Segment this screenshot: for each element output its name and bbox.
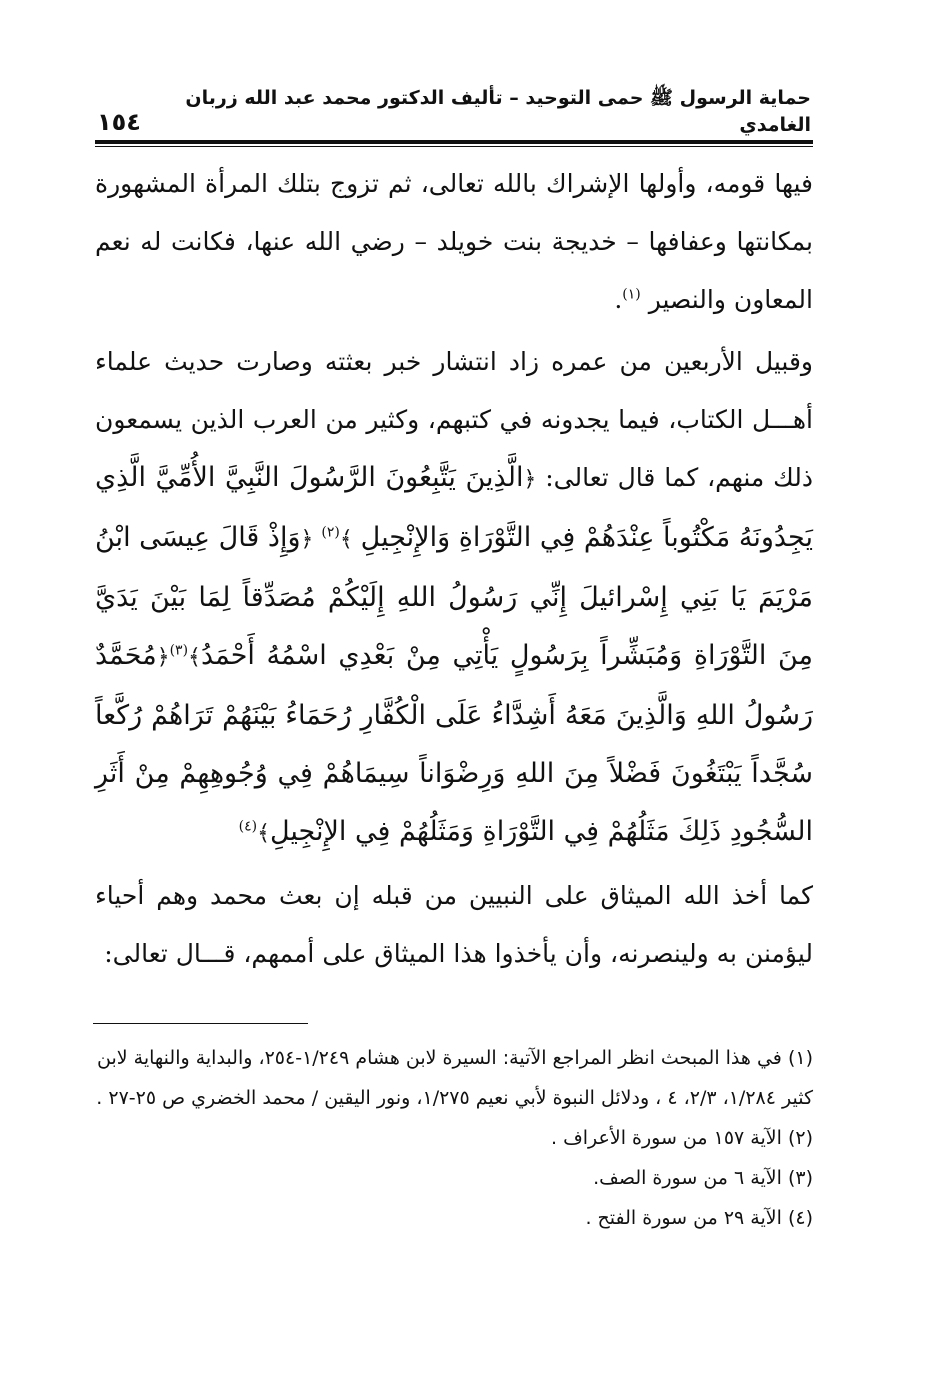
footnote-ref: (٤) [238,818,258,835]
quran-close-bracket: ﴾ [188,645,201,670]
header-rule-thin [95,146,813,147]
paragraph-3 [95,867,813,983]
footnote-2 [95,1118,813,1158]
footnote-number: (٤) [787,1207,813,1229]
quran-verse: مُحَمَّدٌ رَسُولُ اللهِ وَالَّذِينَ مَعَهُ أَشِدَّاءُ عَلَى الْكُفَّارِ رُحَمَاءُ بَيْنَهُمْ تَرَاهُمْ رُكَّعاً سُجَّداً يَبْتَغُونَ فَضْلاً مِنَ اللهِ وَرِضْوَاناً سِيمَاهُمْ فِي وُجُوهِهِمْ مِنْ أَثَرِ السُّجُودِ ذَلِكَ مَثَلُهُمْ فِي التَّوْرَاةِ وَمَثَلُهُمْ فِي الإِنْجِيلِ [95,640,813,847]
quran-close-bracket: ﴾ [339,527,353,552]
footnote-ref: (١) [622,286,641,303]
footnote-1 [95,1038,813,1118]
book-page [95,87,813,1300]
footnote-text: في هذا المبحث انظر المراجع الآتية: السيرة لابن هشام ١/٢٤٩-٢٥٤، والبداية والنهاية لابن كثير ١/٢٨٤، ٢/٣، ٤ ، ودلائل النبوة لأبي نعيم ١/٢٧٥، ونور اليقين / محمد الخضري ص ٢٥-٢٧ . [96,1047,813,1109]
footnote-3 [95,1158,813,1198]
paragraph-2 [95,333,813,863]
quran-open-bracket: ﴿ [300,527,314,552]
header-title: حماية الرسول ﷺ حمى التوحيد – تأليف الدكتور محمد عبد الله زربان الغامدي [185,87,811,136]
footnote-text: الآية ٢٩ من سورة الفتح . [585,1207,782,1229]
footnote-number: (٣) [787,1167,813,1189]
paragraph-text: كما أخذ الله الميثاق على النبيين من قبله إن بعث محمد وهم أحياء ليؤمنن به ولينصرنه، وأن يأخذوا هذا الميثاق على أممهم، قـــال تعالى: [95,881,813,968]
footnote-ref: (٣) [169,642,189,659]
header-rule-thick [95,140,813,144]
running-header [95,87,813,136]
page-number: ١٥٤ [97,108,141,136]
main-text [95,155,813,983]
footnote-number: (١) [787,1047,813,1069]
quran-verse: وَإِذْ قَالَ عِيسَى ابْنُ مَرْيَمَ يَا بَنِي إِسْرائيلَ إِنِّي رَسُولُ اللهِ إِلَيْكُمْ مُصَدِّقاً لِمَا بَيْنَ يَدَيَّ مِنَ التَّوْرَاةِ وَمُبَشِّراً بِرَسُولٍ يَأْتِي مِنْ بَعْدِي اسْمُهُ أَحْمَدُ [95,522,813,671]
paragraph-end-mark: . [614,285,623,314]
footnote-number: (٢) [787,1127,813,1149]
paragraph-1 [95,155,813,329]
footnotes [95,1038,813,1238]
quran-open-bracket: ﴿ [523,467,537,492]
paragraph-text: وقبيل الأربعين من عمره زاد انتشار خبر بعثته وصارت حديث علماء أهـــل الكتاب، فيما يجدونه في كتبهم، وكثير من العرب الذين يسمعون ذلك منهم، كما قال تعالى: [95,347,813,492]
quran-verse: الَّذِينَ يَتَّبِعُونَ الرَّسُولَ النَّبِيَّ الأُمِّيَّ الَّذِي يَجِدُونَهُ مَكْتُوباً عِنْدَهُمْ فِي التَّوْرَاةِ وَالإِنْجِيلِ [95,462,813,553]
quran-close-bracket: ﴾ [257,821,270,846]
footnote-text: الآية ٦ من سورة الصف. [593,1167,782,1189]
paragraph-text: فيها قومه، وأولها الإشراك بالله تعالى، ثم تزوج بتلك المرأة المشهورة بمكانتها وعفافها – خديجة بنت خويلد – رضي الله عنها، فكانت له نعم المعاون والنصير [95,169,813,314]
footnote-4 [95,1198,813,1238]
footnote-separator [93,1023,308,1024]
footnote-text: الآية ١٥٧ من سورة الأعراف . [551,1127,782,1149]
footnote-ref: (٢) [321,524,340,541]
quran-open-bracket: ﴿ [156,645,170,670]
